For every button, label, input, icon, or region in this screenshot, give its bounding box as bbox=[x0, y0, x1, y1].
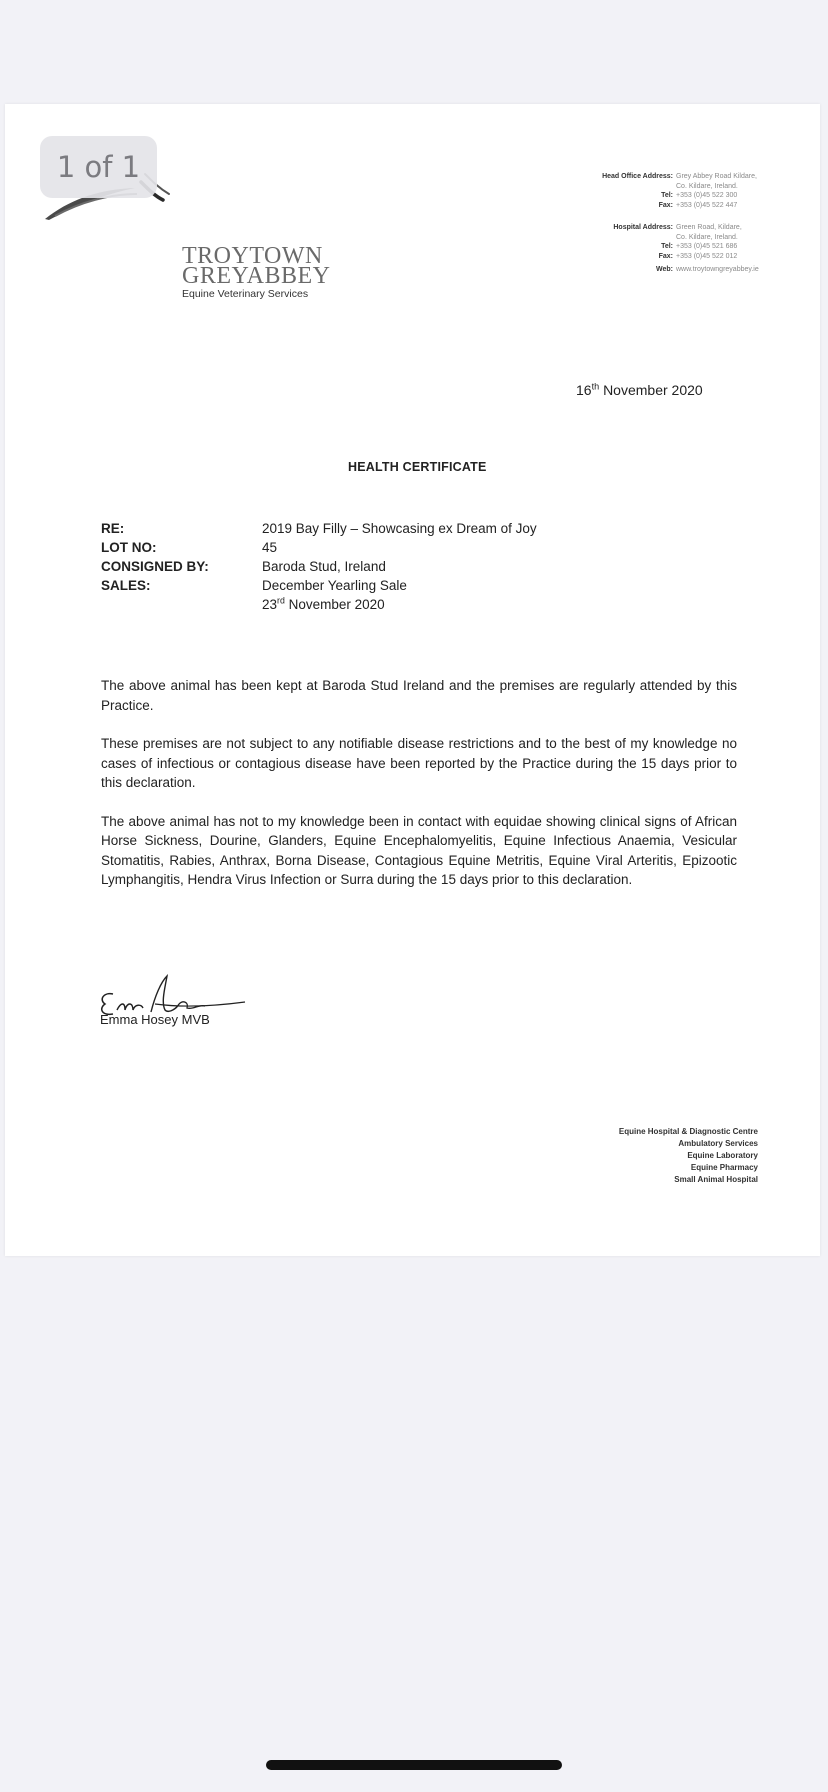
document-page[interactable] bbox=[5, 104, 820, 1256]
page-indicator: 1 of 1 bbox=[40, 136, 157, 198]
lot-label: LOT NO: bbox=[101, 540, 157, 555]
certificate-details bbox=[101, 519, 612, 614]
service-item: Equine Hospital & Diagnostic Centre bbox=[618, 1127, 758, 1136]
date-day: 16 bbox=[576, 382, 592, 398]
lot-value: 45 bbox=[262, 540, 278, 555]
head-office-line1: Grey Abbey Road Kildare, bbox=[676, 173, 757, 180]
sales-label: SALES: bbox=[101, 578, 151, 593]
date-suffix: th bbox=[591, 381, 600, 392]
services-list bbox=[619, 1126, 758, 1186]
web-label: Web: bbox=[656, 266, 673, 273]
web-value: www.troytowngreyabbey.ie bbox=[676, 266, 759, 273]
service-item: Equine Laboratory bbox=[687, 1151, 758, 1160]
fax2-label: Fax: bbox=[658, 252, 673, 260]
re-label: RE: bbox=[101, 521, 125, 536]
signature-block bbox=[95, 974, 275, 1044]
tel1-value: +353 (0)45 522 300 bbox=[676, 192, 738, 199]
tel1-label: Tel: bbox=[661, 192, 673, 199]
head-office-line2: Co. Kildare, Ireland. bbox=[676, 182, 738, 190]
sales-date-suffix: rd bbox=[277, 595, 285, 606]
date-rest: November 2020 bbox=[603, 382, 703, 398]
body-paragraph-3: The above animal has not to my knowledge been in contact with equidae showing clinical signs of African Horse Sickness, Dourine, Glanders, Equine Encephalomyelitis, Equine Infectious Anaemia, Vesicular Stomatitis, Rabies, Anthrax, Borna Disease, Contagious Equine Metritis, Equine Viral Arteritis, Epizootic Lymphangitis, Hendra Virus Infection or Surra during the 15 days prior to this declaration. bbox=[101, 813, 737, 887]
consigned-value: Baroda Stud, Ireland bbox=[262, 559, 386, 574]
document-date bbox=[576, 382, 703, 398]
re-value: 2019 Bay Filly – Showcasing ex Dream of Joy bbox=[262, 521, 537, 536]
document-title: HEALTH CERTIFICATE bbox=[348, 460, 487, 474]
sales-date-day: 23 bbox=[262, 597, 278, 612]
service-item: Equine Pharmacy bbox=[690, 1163, 758, 1172]
fax2-value: +353 (0)45 522 012 bbox=[676, 252, 738, 260]
consigned-label: CONSIGNED BY: bbox=[101, 559, 209, 574]
sales-value: December Yearling Sale bbox=[262, 578, 407, 593]
tel2-label: Tel: bbox=[661, 243, 673, 250]
body-paragraph-2: These premises are not subject to any notifiable disease restrictions and to the best of my knowledge no cases of infectious or contagious disease have been reported by the Practice during the 15 days prior to this declaration. bbox=[101, 736, 737, 790]
logo-subtitle: Equine Veterinary Services bbox=[182, 288, 309, 300]
sales-date bbox=[262, 595, 612, 614]
hospital-label: Hospital Address: bbox=[613, 224, 673, 231]
hospital-line2: Co. Kildare, Ireland. bbox=[676, 233, 738, 241]
contact-block bbox=[514, 172, 764, 275]
signatory-name: Emma Hosey MVB bbox=[100, 1012, 210, 1027]
sales-date-rest: November 2020 bbox=[288, 597, 385, 612]
head-office-label: Head Office Address: bbox=[602, 173, 673, 180]
fax1-label: Fax: bbox=[658, 201, 673, 209]
service-item: Small Animal Hospital bbox=[674, 1175, 758, 1184]
service-item: Ambulatory Services bbox=[678, 1139, 758, 1148]
logo-wordmark-line1: TROYTOWN bbox=[182, 243, 323, 269]
tel2-value: +353 (0)45 521 686 bbox=[676, 243, 738, 250]
certificate-body bbox=[101, 676, 737, 909]
home-indicator[interactable] bbox=[266, 1760, 562, 1770]
logo-wordmark-line2: GREYABBEY bbox=[182, 263, 331, 289]
body-paragraph-1: The above animal has been kept at Baroda Stud Ireland and the premises are regularly attended by this Practice. bbox=[101, 678, 737, 713]
fax1-value: +353 (0)45 522 447 bbox=[676, 201, 738, 209]
hospital-line1: Green Road, Kildare, bbox=[676, 224, 742, 231]
